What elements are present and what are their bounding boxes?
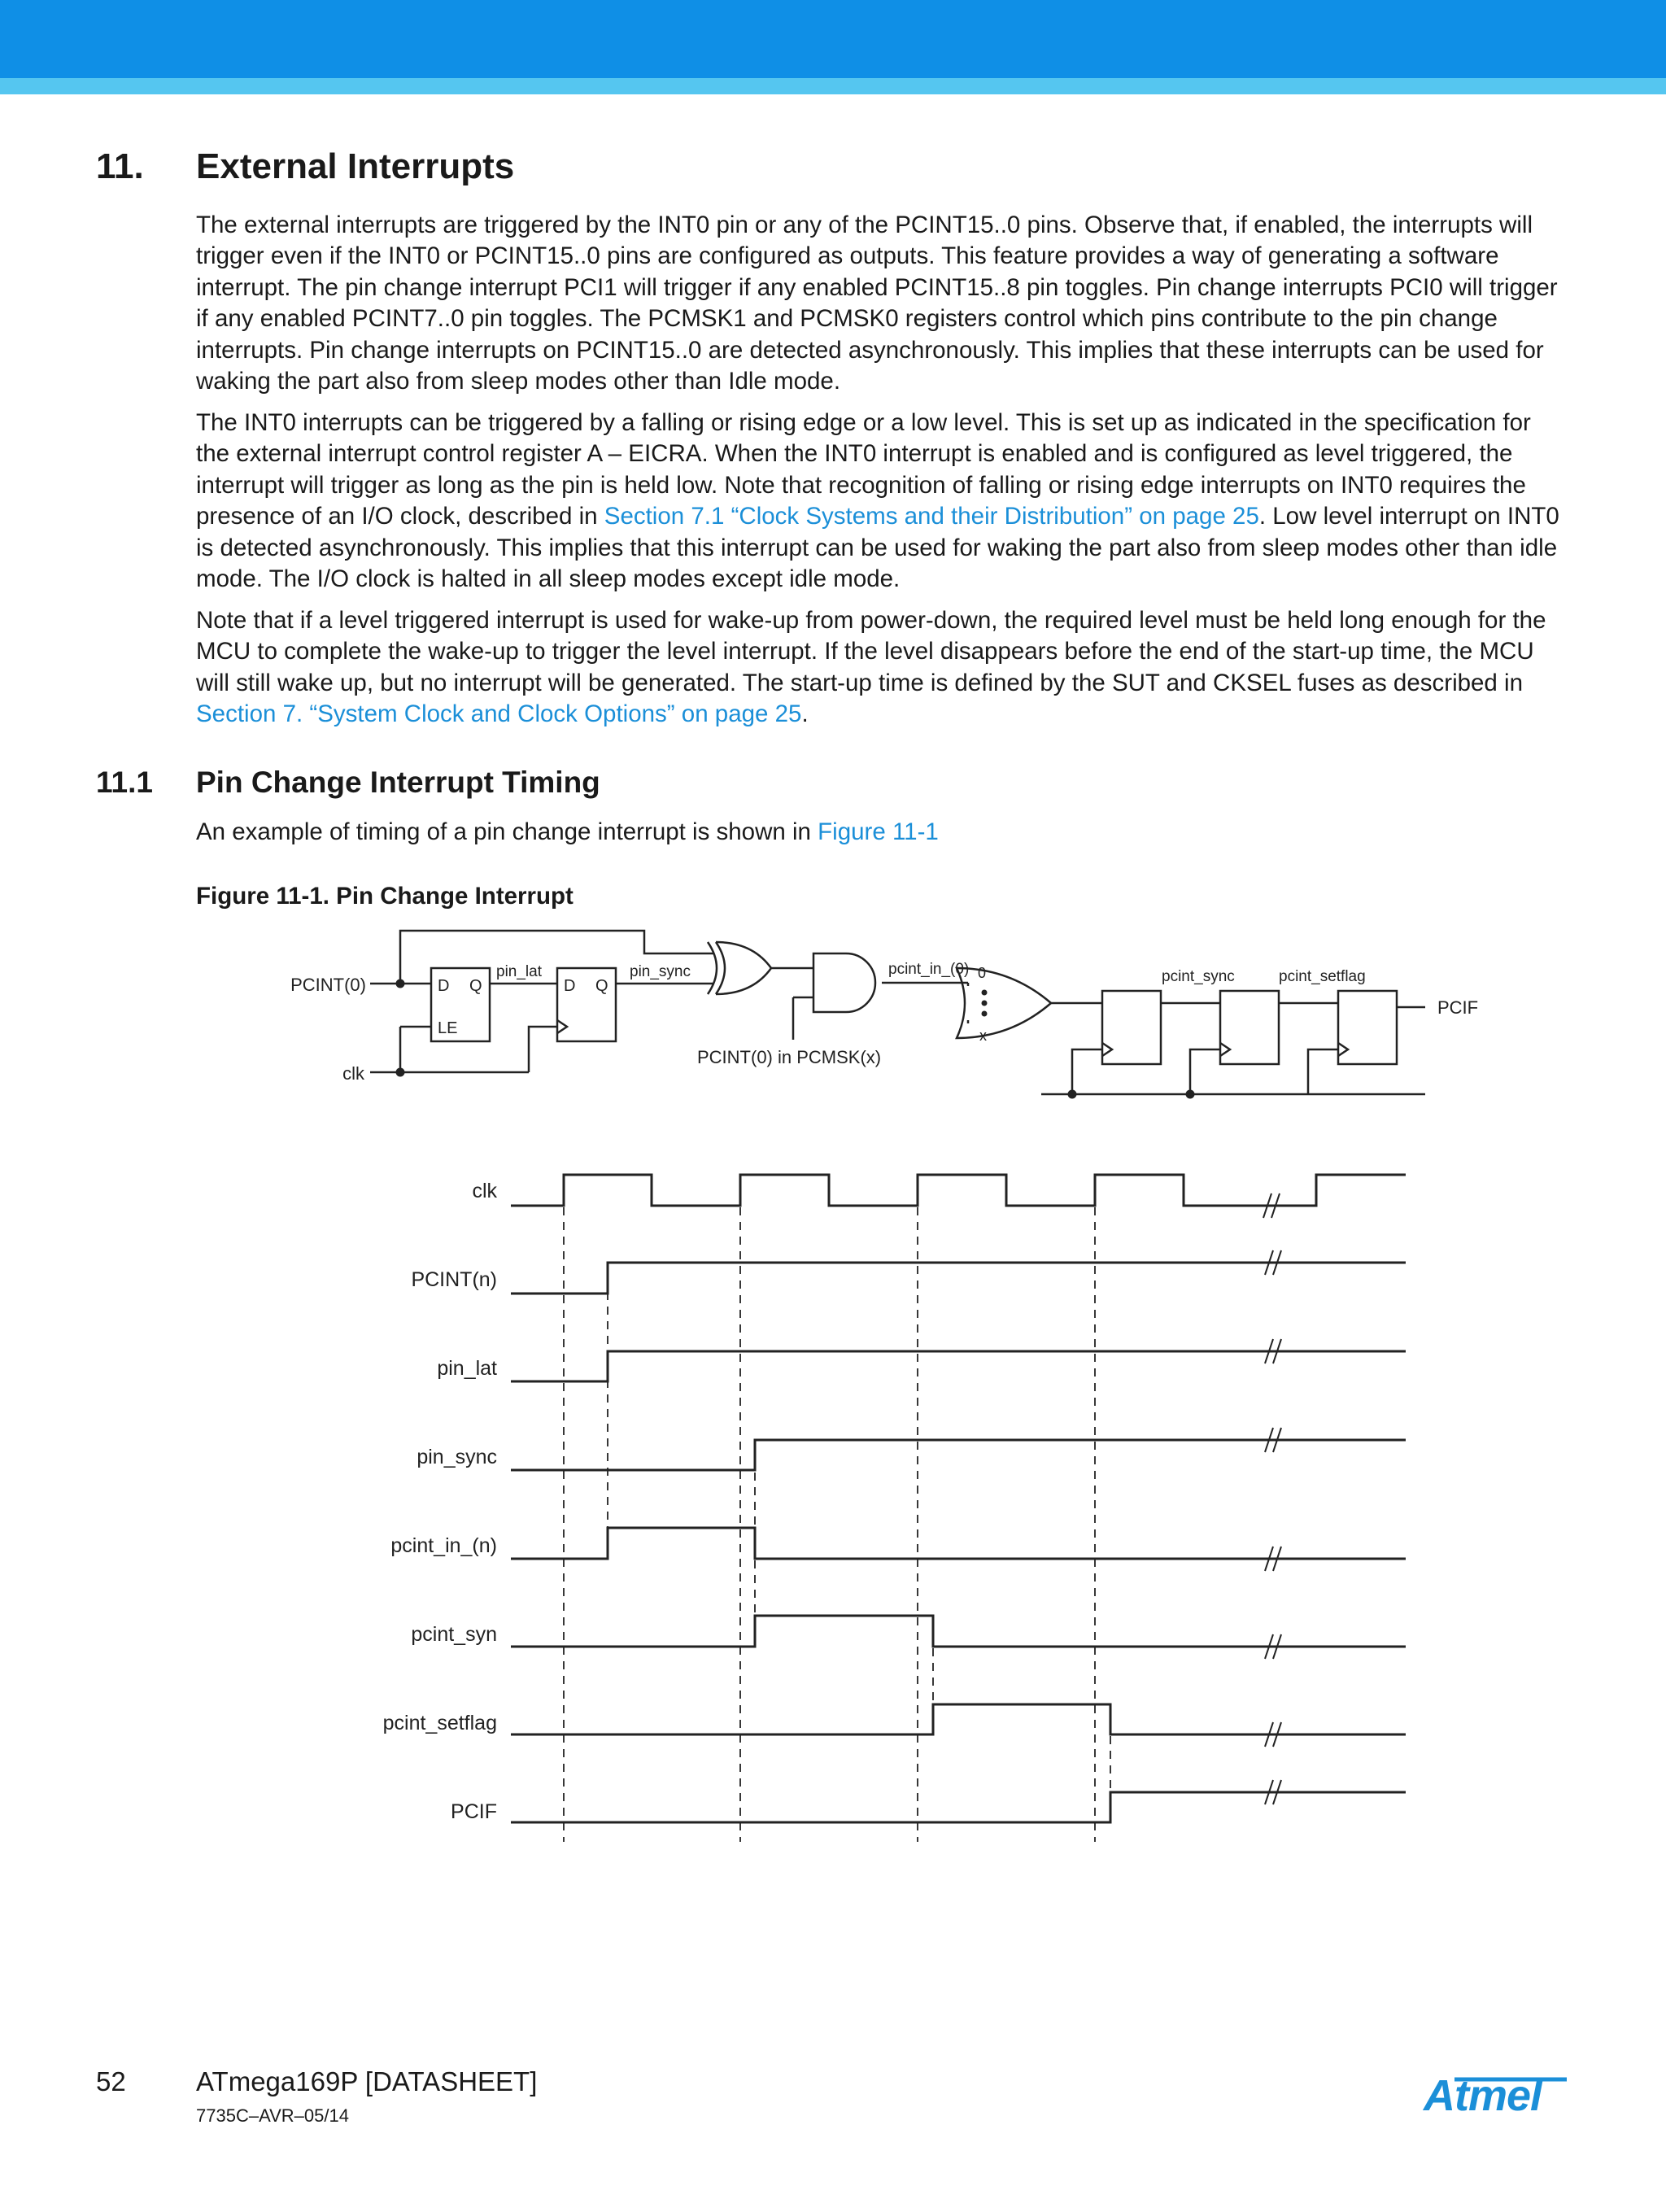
figure-caption: Figure 11-1. Pin Change Interrupt [196,883,574,910]
doc-title: ATmega169P [DATASHEET] [196,2066,538,2096]
timing-diagram [0,1155,1666,1855]
mux-x-label: x [979,1027,987,1044]
paragraph-3-text-b: . [801,700,809,728]
flop-d-label: D [564,977,576,995]
or-gate [957,968,1051,1038]
subsection-title: Pin Change Interrupt Timing [196,766,600,799]
clk-label: clk [342,1063,364,1084]
signal-label: pcint_setflag [382,1712,497,1734]
subsection-intro [196,817,1571,848]
atmel-logo-text: Atmel [1424,2071,1542,2120]
signal-label: pin_sync [416,1446,497,1468]
mux-0-label: 0 [978,965,987,981]
pcint-setflag-label: pcint_setflag [1279,968,1366,985]
pin-sync-wave [511,1440,1406,1470]
flop-box-3 [1220,991,1279,1064]
section-title: External Interrupts [196,146,515,186]
pin-sync-label: pin_sync [630,963,691,980]
pcint-in-0-label: pcint_in_(0) [888,961,970,978]
signal-label: pin_lat [437,1357,497,1380]
clk-wave [511,1175,1406,1206]
signal-label: PCINT(n) [411,1268,497,1291]
circuit-diagram [0,911,1666,1123]
signal-label: pcint_in_(n) [390,1534,497,1557]
pcint-syn-wave [511,1616,1406,1647]
pcint-sync-label: pcint_sync [1162,968,1235,985]
pin-lat-label: pin_lat [496,963,542,980]
latch-q-label: Q [469,977,482,995]
paragraph-2 [196,408,1571,595]
page-number: 52 [96,2066,126,2096]
pcint-in-n-wave [511,1528,1406,1559]
signal-label: PCIF [451,1800,497,1823]
xor-gate [708,942,717,994]
mask-label: PCINT(0) in PCMSK(x) [697,1047,882,1067]
doc-id: 7735C–AVR–05/14 [196,2105,349,2126]
subsection-number: 11.1 [96,766,153,799]
paragraph-2-text-b: . Low level interrupt on INT0 is detected asynchronously. This implies that this interrupt can be used for waking the part also from sleep modes other than idle mode. The I/O clock is halted in all sleep modes except idle mode. [196,503,1559,593]
clock-systems-link[interactable]: Section 7.1 “Clock Systems and their Distribution” on page 25 [604,503,1259,530]
paragraph-3-text-a: Note that if a level triggered interrupt is used for wake-up from power-down, the required level must be held long enough for the MCU to complete the wake-up to trigger the level interrupt. If the level disappears before the end of the start-up time, the MCU will still wake up, but no interrupt will be generated. The start-up time is defined by the SUT and CKSEL fuses as described in [196,607,1546,696]
paragraph-3 [196,605,1571,731]
pcif-label: PCIF [1437,997,1479,1018]
flop-box-4 [1338,991,1397,1064]
subsection-intro-text: An example of timing of a pin change interrupt is shown in [196,818,818,845]
pin-lat-wave [511,1351,1406,1381]
flop-q-label: Q [595,977,608,995]
pcint0-label: PCINT(0) [290,975,366,995]
pcint-n-wave [511,1263,1406,1294]
pcif-wave [511,1792,1406,1822]
flop-box-2 [1102,991,1161,1064]
figure-11-1-link[interactable]: Figure 11-1 [818,818,939,845]
paragraph-1: The external interrupts are triggered by the INT0 pin or any of the PCINT15..0 pins. Observe that, if enabled, the interrupts will trigger even if the INT0 or PCINT15..0 pins are configured as outputs. This feature provides a way of generating a software interrupt. The pin change interrupt PCI1 will trigger if any enabled PCINT15..8 pin toggles. Pin change interrupts PCI0 will trigger if any enabled PCINT7..0 pin toggles. The PCMSK1 and PCMSK0 registers control which pins contribute to the pin change interrupts. Pin change interrupts on PCINT15..0 are detected asynchronously. This implies that these interrupts can be used for waking the part also from sleep modes other than Idle mode. [196,212,1558,395]
and-gate [813,953,875,1012]
paragraph-2-text-a: The INT0 interrupts can be triggered by a falling or rising edge or a low level. This is set up as indicated in the specification for the external interrupt control register A – EICRA. When the INT0 interrupt is enabled and is configured as level triggered, the interrupt will trigger as long as the pin is held low. Note that recognition of falling or rising edge interrupts on INT0 requires the presence of an I/O clock, described in [196,409,1531,530]
pcint-setflag-wave [511,1704,1406,1734]
signal-label: clk [472,1180,497,1202]
latch-d-label: D [438,977,450,995]
section-number: 11. [96,146,144,186]
header-stripe [0,78,1666,94]
signal-label: pcint_syn [411,1623,497,1646]
header-bar [0,0,1666,78]
system-clock-link[interactable]: Section 7. “System Clock and Clock Options” on page 25 [196,700,802,728]
atmel-logo [1422,2068,1572,2125]
latch-le-label: LE [438,1019,458,1037]
